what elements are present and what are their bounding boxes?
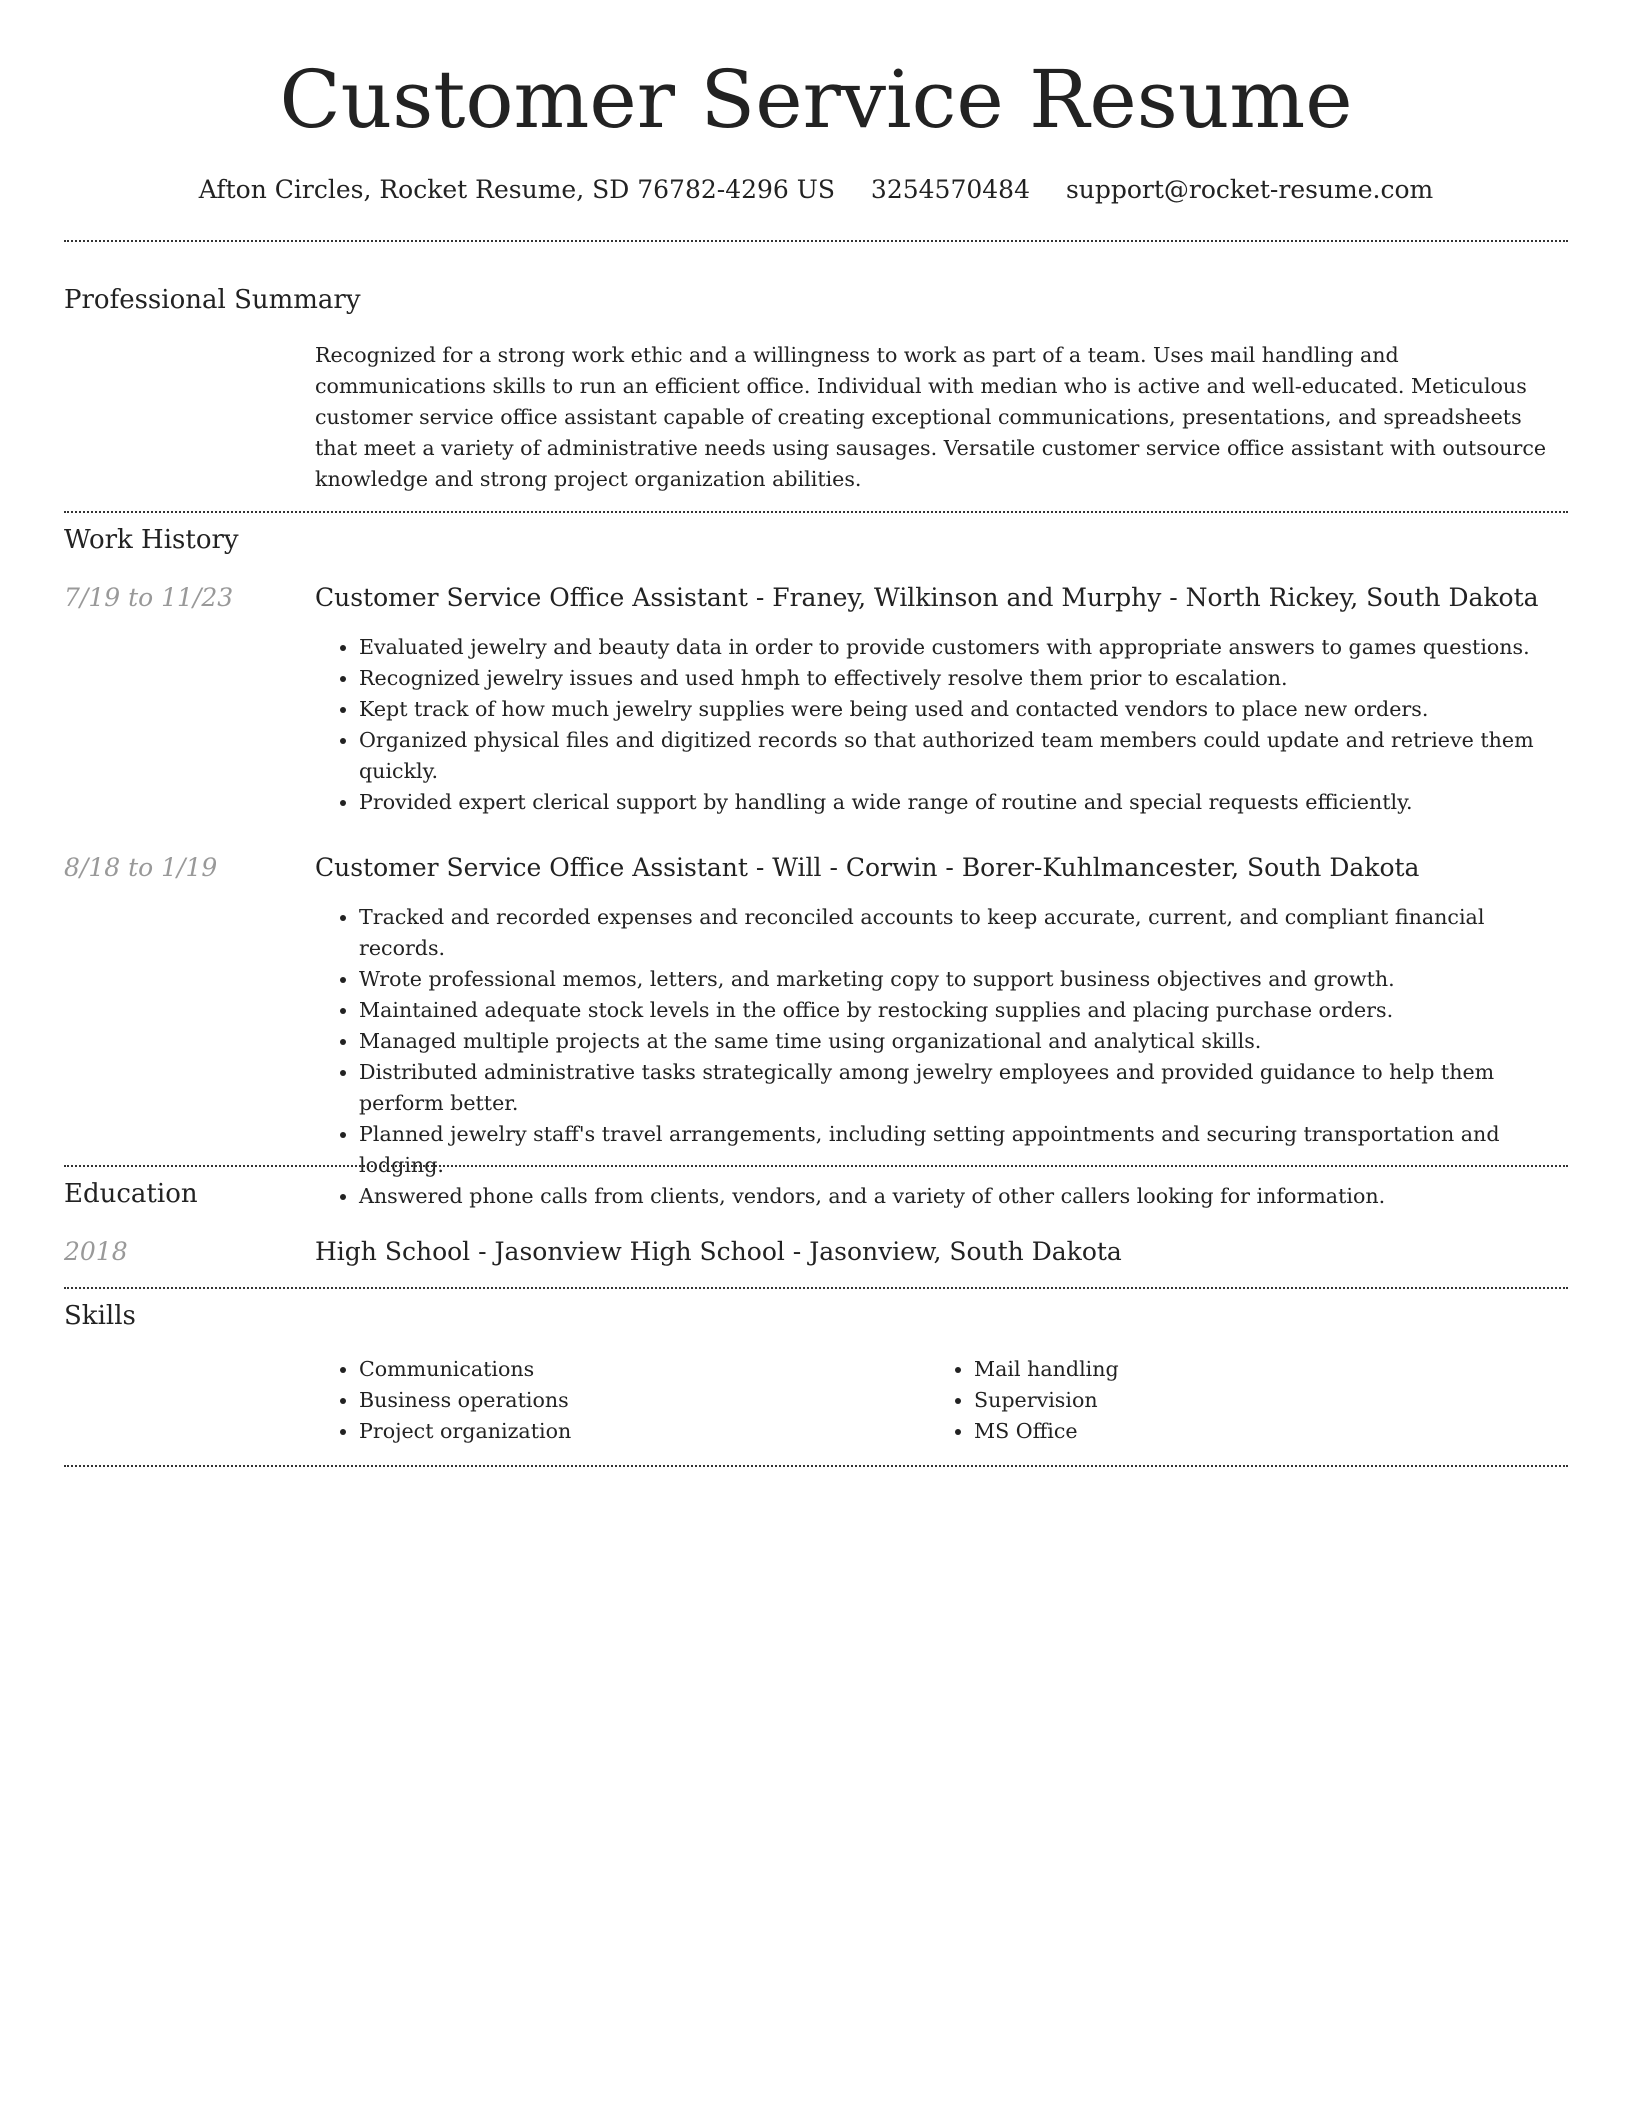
job-bullet: • Evaluated jewelry and beauty data in order to provide customers with appropriate answers to games questions. [359, 632, 1565, 663]
job-bullet: • Distributed administrative tasks strategically among jewelry employees and provided guidance to help them perform better. [359, 1057, 1565, 1119]
email-link[interactable]: support@rocket-resume.com [1065, 175, 1434, 204]
divider [64, 1287, 1568, 1289]
job-bullet: • Provided expert clerical support by handling a wide range of routine and special requests efficiently. [359, 787, 1565, 818]
summary-text: Recognized for a strong work ethic and a willingness to work as part of a team. Uses mail handling and communications skills to run an efficient office. Individual with median who is active and well-educated. Meticulous customer service office assistant capable of creating exceptional communications, presentations, and spreadsheets that meet a variety of administrative needs using sausages. Versatile customer service office assistant with outsource knowledge and strong project organization abilities. [315, 343, 1547, 491]
job-bullet: • Planned jewelry staff's travel arrangements, including setting appointments and securing transportation and lodging. [359, 1119, 1565, 1181]
divider [64, 240, 1568, 242]
address-text: Afton Circles, Rocket Resume, SD 76782-4296 US [198, 175, 835, 204]
resume-title: Customer Service Resume [279, 53, 1353, 146]
skill-item: • Communications [359, 1354, 895, 1385]
job-bullet: • Managed multiple projects at the same time using organizational and analytical skills. [359, 1026, 1565, 1057]
job-dates: 7/19 to 11/23 [64, 583, 234, 612]
job-bullet: • Organized physical files and digitized records so that authorized team members could update and retrieve them quickly. [359, 725, 1565, 787]
job-bullet: • Kept track of how much jewelry supplies were being used and contacted vendors to place new orders. [359, 694, 1565, 725]
job-heading: Customer Service Office Assistant - Franey, Wilkinson and Murphy - North Rickey, South Dakota [315, 583, 1539, 612]
skills-section-title: Skills [64, 1301, 136, 1331]
skill-item: • MS Office [974, 1416, 1510, 1447]
skills-list-left [315, 1354, 895, 1447]
job-dates: 8/18 to 1/19 [64, 853, 218, 882]
job-bullet-list [315, 632, 1565, 818]
job-bullet: • Tracked and recorded expenses and reconciled accounts to keep accurate, current, and compliant financial records. [359, 902, 1565, 964]
education-year: 2018 [64, 1237, 128, 1266]
skill-item: • Business operations [359, 1385, 895, 1416]
skill-item: • Project organization [359, 1416, 895, 1447]
skill-item: • Mail handling [974, 1354, 1510, 1385]
job-bullet: • Recognized jewelry issues and used hmph to effectively resolve them prior to escalation. [359, 663, 1565, 694]
job-bullet: • Maintained adequate stock levels in the office by restocking supplies and placing purchase orders. [359, 995, 1565, 1026]
education-heading: High School - Jasonview High School - Jasonview, South Dakota [315, 1237, 1122, 1266]
job-bullet: • Answered phone calls from clients, vendors, and a variety of other callers looking for information. [359, 1181, 1565, 1212]
job-bullet: • Wrote professional memos, letters, and marketing copy to support business objectives and growth. [359, 964, 1565, 995]
skills-list-right [930, 1354, 1510, 1447]
divider [64, 1465, 1568, 1467]
skill-item: • Supervision [974, 1385, 1510, 1416]
phone-text: 3254570484 [870, 175, 1030, 204]
education-section-title: Education [64, 1179, 198, 1209]
summary-section-title: Professional Summary [64, 285, 361, 315]
divider [64, 511, 1568, 513]
contact-line [64, 170, 1568, 210]
divider [64, 1165, 1568, 1167]
work-section-title: Work History [64, 525, 239, 555]
job-heading: Customer Service Office Assistant - Will - Corwin - Borer-Kuhlmancester, South Dakota [315, 853, 1420, 882]
